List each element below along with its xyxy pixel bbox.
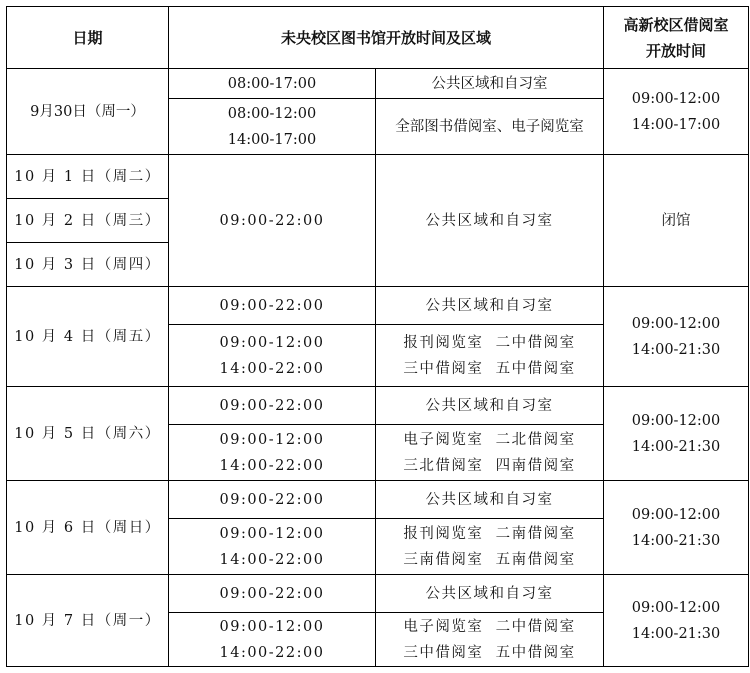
area-line-1: 电子阅览室 二中借阅室 — [403, 618, 576, 635]
time-cell: 09:00-22:00 — [169, 387, 376, 425]
header-gaoxin — [604, 7, 749, 69]
time-cell: 09:00-22:00 — [169, 287, 376, 325]
area-cell: 全部图书借阅室、电子阅览室 — [376, 99, 604, 155]
gaoxin-time-2: 14:00-21:30 — [631, 625, 721, 642]
area-line-1: 报刊阅览室 二中借阅室 — [403, 334, 576, 351]
area-line-2: 三北借阅室 四南借阅室 — [403, 457, 576, 474]
gaoxin-cell — [604, 387, 749, 481]
time-cell — [169, 425, 376, 481]
date-cell: 10 月 3 日（周四） — [7, 243, 169, 287]
gaoxin-cell — [604, 69, 749, 155]
area-cell — [376, 613, 604, 667]
date-cell: 10 月 5 日（周六） — [7, 387, 169, 481]
gaoxin-time-2: 14:00-21:30 — [631, 438, 721, 455]
header-date: 日期 — [7, 7, 169, 69]
area-line-1: 电子阅览室 二北借阅室 — [403, 431, 576, 448]
time-cell: 09:00-22:00 — [169, 481, 376, 519]
table-row — [7, 69, 749, 99]
area-cell: 公共区域和自习室 — [376, 387, 604, 425]
time-line-2: 14:00-22:00 — [219, 644, 325, 661]
gaoxin-time-2: 14:00-17:00 — [631, 116, 721, 133]
time-line-1: 09:00-12:00 — [219, 618, 325, 635]
time-line-2: 14:00-22:00 — [219, 360, 325, 377]
date-cell: 9月30日（周一） — [7, 69, 169, 155]
area-cell — [376, 325, 604, 387]
time-cell: 09:00-22:00 — [169, 575, 376, 613]
date-cell: 10 月 2 日（周三） — [7, 199, 169, 243]
area-cell: 公共区域和自习室 — [376, 155, 604, 287]
time-cell — [169, 99, 376, 155]
table-row — [7, 575, 749, 613]
table-row — [7, 155, 749, 199]
time-line-2: 14:00-17:00 — [227, 131, 317, 148]
date-cell: 10 月 6 日（周日） — [7, 481, 169, 575]
area-line-2: 三中借阅室 五中借阅室 — [403, 644, 576, 661]
header-gaoxin-line1: 高新校区借阅室 — [623, 15, 729, 34]
area-cell: 公共区域和自习室 — [376, 287, 604, 325]
gaoxin-cell: 闭馆 — [604, 155, 749, 287]
time-line-2: 14:00-22:00 — [219, 457, 325, 474]
gaoxin-cell — [604, 575, 749, 667]
date-cell: 10 月 1 日（周二） — [7, 155, 169, 199]
gaoxin-cell — [604, 481, 749, 575]
time-cell — [169, 613, 376, 667]
time-line-1: 09:00-12:00 — [219, 431, 325, 448]
time-cell — [169, 519, 376, 575]
gaoxin-time-1: 09:00-12:00 — [631, 315, 721, 332]
area-line-2: 三南借阅室 五南借阅室 — [403, 551, 576, 568]
time-line-1: 08:00-12:00 — [227, 105, 317, 122]
area-line-2: 三中借阅室 五中借阅室 — [403, 360, 576, 377]
gaoxin-time-1: 09:00-12:00 — [631, 412, 721, 429]
area-line-1: 报刊阅览室 二南借阅室 — [403, 525, 576, 542]
gaoxin-time-2: 14:00-21:30 — [631, 341, 721, 358]
area-cell — [376, 519, 604, 575]
area-cell: 公共区域和自习室 — [376, 69, 604, 99]
header-gaoxin-line2: 开放时间 — [646, 41, 707, 60]
area-cell: 公共区域和自习室 — [376, 481, 604, 519]
table-row — [7, 387, 749, 425]
date-cell: 10 月 4 日（周五） — [7, 287, 169, 387]
date-cell: 10 月 7 日（周一） — [7, 575, 169, 667]
time-line-2: 14:00-22:00 — [219, 551, 325, 568]
table-row — [7, 287, 749, 325]
time-line-1: 09:00-12:00 — [219, 334, 325, 351]
gaoxin-time-1: 09:00-12:00 — [631, 506, 721, 523]
gaoxin-cell — [604, 287, 749, 387]
area-cell: 公共区域和自习室 — [376, 575, 604, 613]
gaoxin-time-1: 09:00-12:00 — [631, 90, 721, 107]
time-line-1: 09:00-12:00 — [219, 525, 325, 542]
area-cell — [376, 425, 604, 481]
time-cell: 09:00-22:00 — [169, 155, 376, 287]
header-weiyang: 未央校区图书馆开放时间及区域 — [169, 7, 604, 69]
header-row — [7, 7, 749, 69]
time-cell: 08:00-17:00 — [169, 69, 376, 99]
gaoxin-time-1: 09:00-12:00 — [631, 599, 721, 616]
schedule-table — [6, 6, 749, 667]
gaoxin-time-2: 14:00-21:30 — [631, 532, 721, 549]
time-cell — [169, 325, 376, 387]
table-row — [7, 481, 749, 519]
